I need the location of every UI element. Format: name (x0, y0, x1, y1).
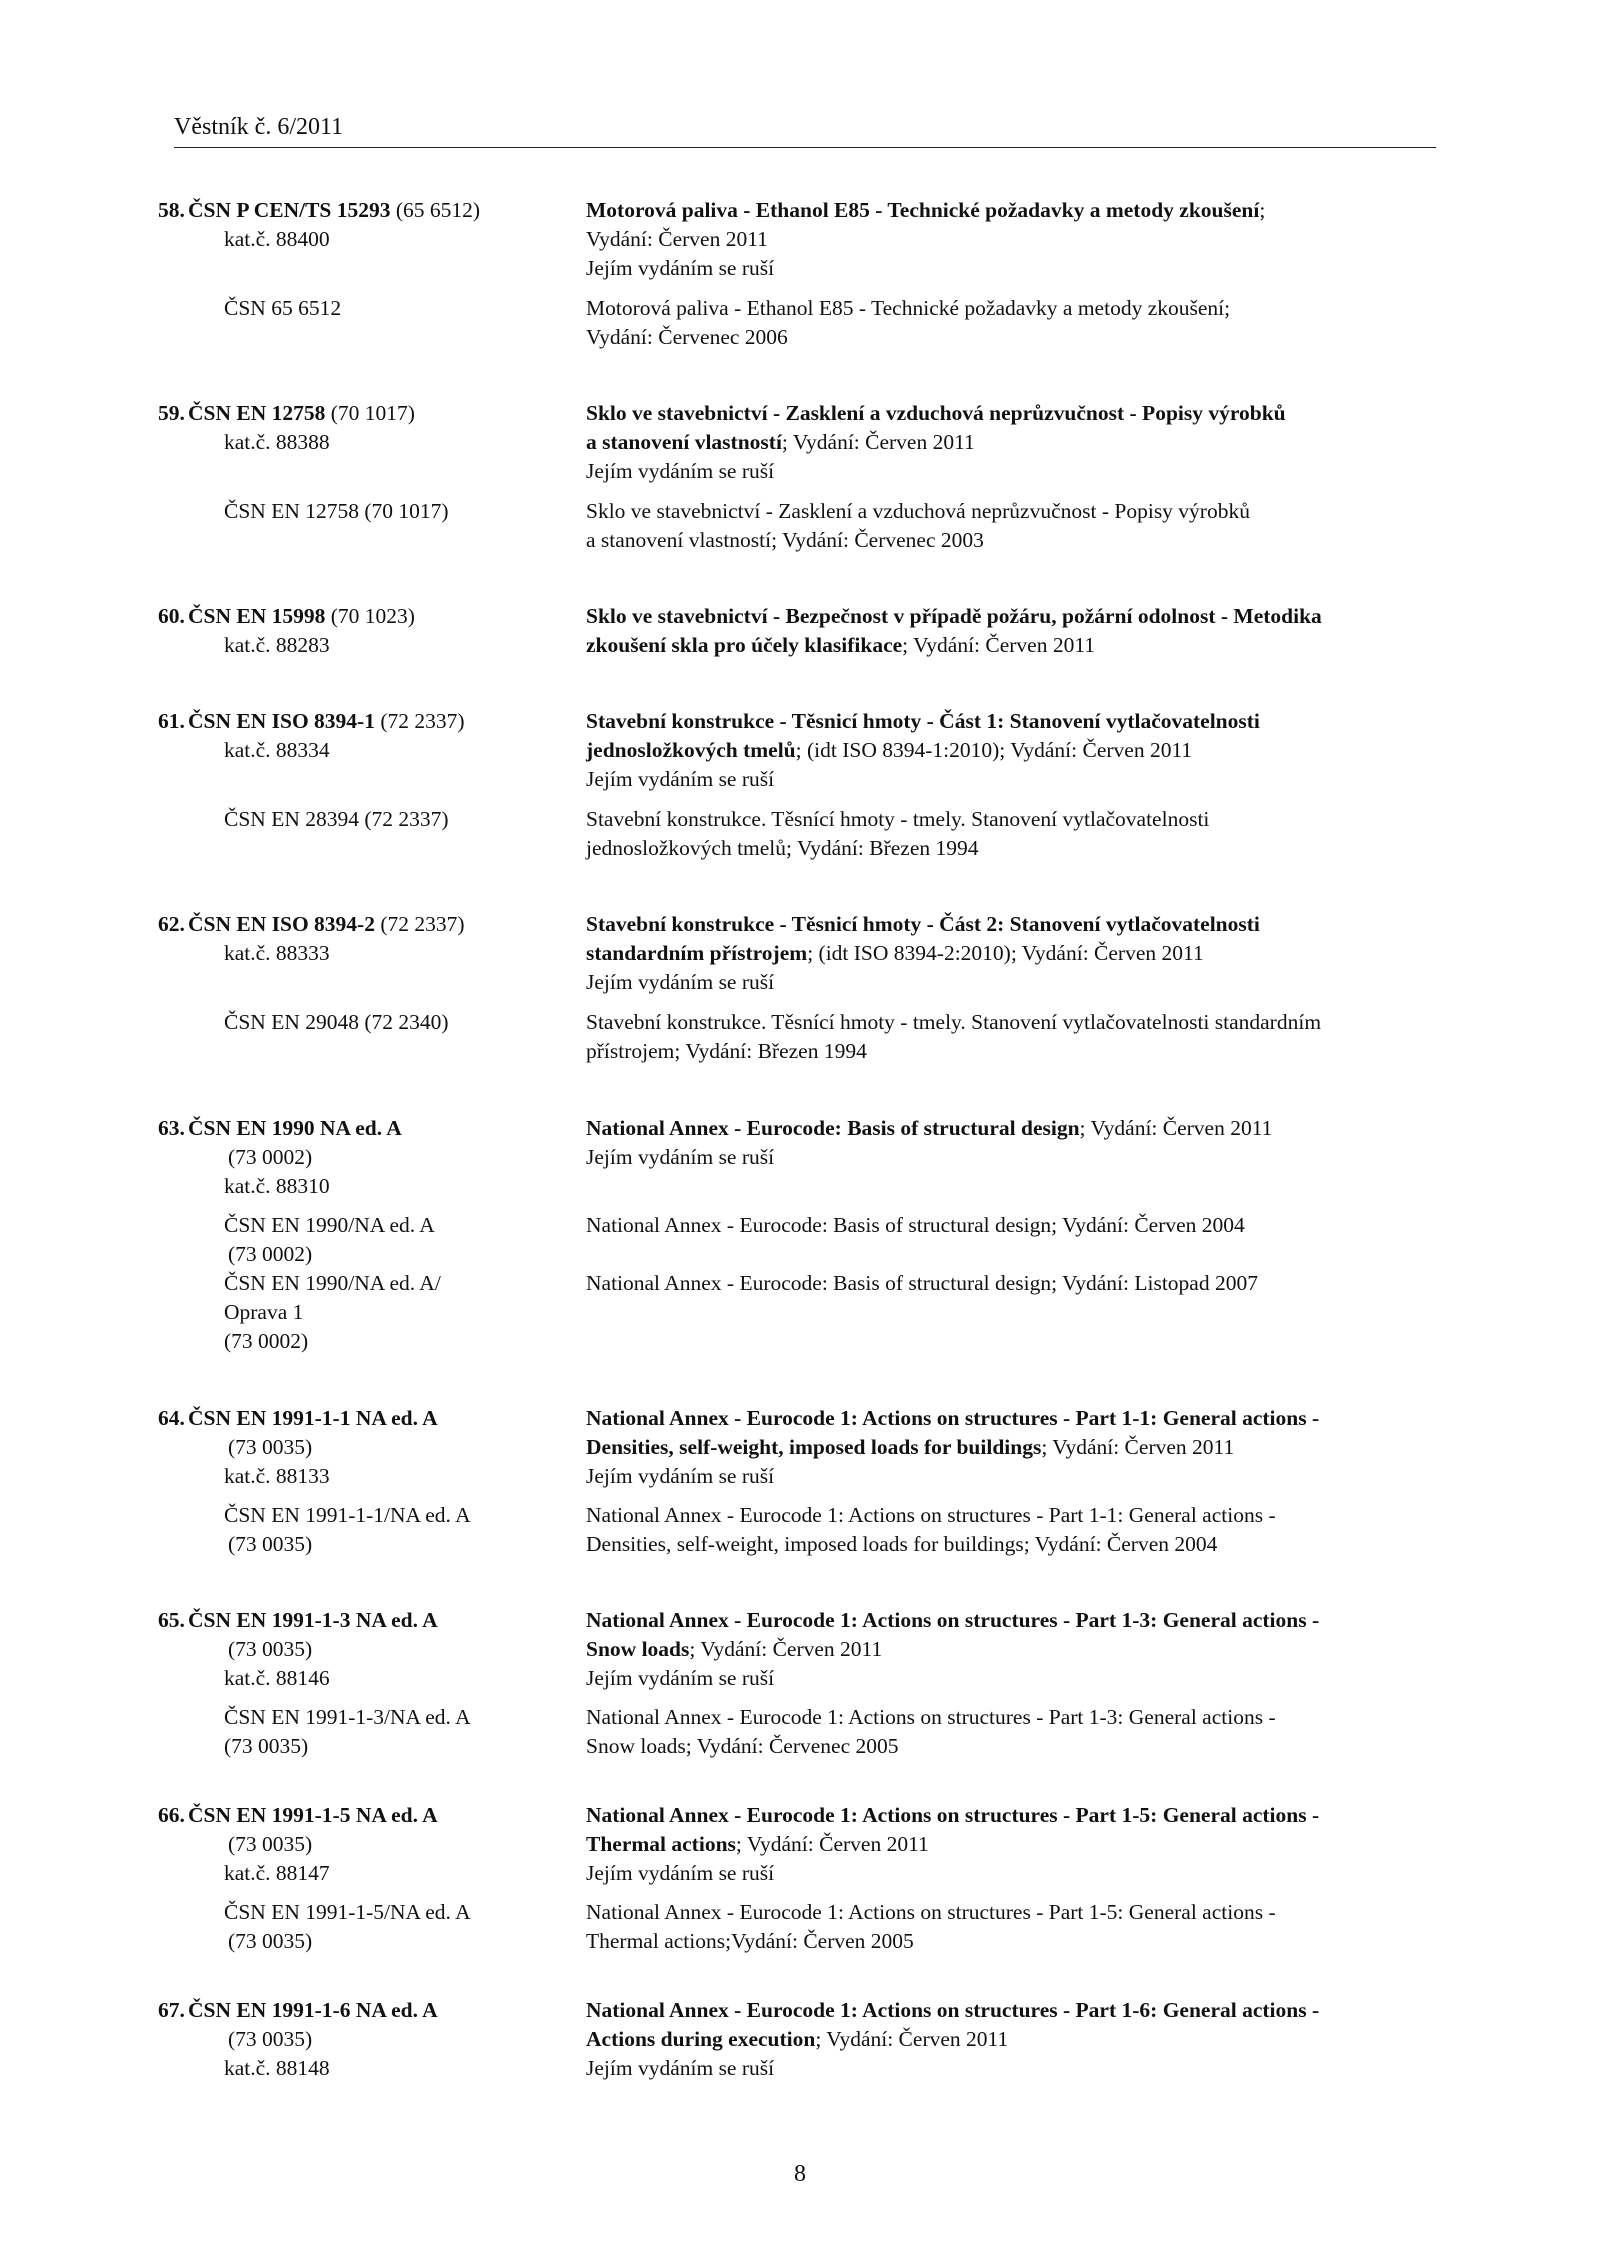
cancelled-title: Motorová paliva - Ethanol E85 - Technické požadavky a metody zkoušení; (586, 296, 1231, 320)
cancels-note: Jejím vydáním se ruší (586, 970, 775, 994)
entry-number: 61. (158, 709, 185, 733)
cancelled-title: National Annex - Eurocode 1: Actions on structures - Part 1-3: General actions - (586, 1705, 1276, 1729)
standard-code: (73 0002) (228, 1145, 313, 1169)
entry-number: 64. (158, 1406, 185, 1430)
cancelled-title: National Annex - Eurocode: Basis of structural design; Vydání: Červen 2004 (586, 1213, 1245, 1237)
cancelled-standard: ČSN EN 29048 (72 2340) (224, 1010, 449, 1034)
catalog-number: kat.č. 88147 (224, 1861, 330, 1885)
cancelled-standard: ČSN EN 12758 (70 1017) (224, 499, 449, 523)
standard-id: ČSN EN ISO 8394-2 (188, 912, 375, 936)
cancels-note: Jejím vydáním se ruší (586, 1464, 775, 1488)
cancelled-standard-code: (73 0002) (228, 1242, 313, 1266)
standard-code: (73 0035) (228, 1637, 313, 1661)
standard-id: ČSN EN 15998 (188, 604, 326, 628)
standard-id: ČSN EN 1991-1-1 NA ed. A (188, 1406, 438, 1430)
cancels-note: Jejím vydáním se ruší (586, 767, 775, 791)
issue-date: ; Vydání: Červen 2011 (689, 1637, 883, 1661)
issue-date: ; Vydání: Červen 2011 (735, 1832, 929, 1856)
cancelled-issue: Vydání: Červenec 2006 (586, 325, 788, 349)
cancelled-standard-2-code: (73 0002) (224, 1329, 309, 1353)
issue-date: ; Vydání: Červen 2011 (1079, 1116, 1273, 1140)
cancelled-standard-2: ČSN EN 1990/NA ed. A/ (224, 1271, 441, 1295)
standard-title: Sklo ve stavebnictví - Bezpečnost v případě požáru, požární odolnost - Metodika (586, 604, 1322, 628)
catalog-number: kat.č. 88388 (224, 430, 330, 454)
standard-id: ČSN EN 1991-1-3 NA ed. A (188, 1608, 438, 1632)
cancelled-title: National Annex - Eurocode 1: Actions on structures - Part 1-1: General actions - (586, 1503, 1276, 1527)
standard-title-cont: Densities, self-weight, imposed loads for buildings (586, 1435, 1042, 1459)
title-suffix: ; (1259, 198, 1266, 222)
cancelled-title: Sklo ve stavebnictví - Zasklení a vzduchová neprůzvučnost - Popisy výrobků (586, 499, 1250, 523)
issue-date: ; Vydání: Červen 2011 (815, 2027, 1009, 2051)
entry-number: 66. (158, 1803, 185, 1827)
cancelled-title: Stavební konstrukce. Těsnící hmoty - tmely. Stanovení vytlačovatelnosti standardním (586, 1010, 1322, 1034)
page-number: 8 (794, 2161, 806, 2187)
issue-date: ; Vydání: Červen 2011 (1041, 1435, 1235, 1459)
cancels-note: Jejím vydáním se ruší (586, 1861, 775, 1885)
standard-code: (70 1023) (325, 604, 415, 628)
cancelled-standard: ČSN EN 1991-1-5/NA ed. A (224, 1900, 471, 1924)
cancelled-issue: přístrojem; Vydání: Březen 1994 (586, 1039, 867, 1063)
cancels-note: Jejím vydáním se ruší (586, 256, 775, 280)
catalog-number: kat.č. 88148 (224, 2056, 330, 2080)
cancelled-issue: Densities, self-weight, imposed loads for buildings; Vydání: Červen 2004 (586, 1532, 1218, 1556)
standard-title-cont: zkoušení skla pro účely klasifikace (586, 633, 903, 657)
standard-title-cont: Thermal actions (586, 1832, 736, 1856)
cancels-note: Jejím vydáním se ruší (586, 2056, 775, 2080)
standard-title: National Annex - Eurocode 1: Actions on structures - Part 1-1: General actions - (586, 1406, 1320, 1430)
standard-id: ČSN P CEN/TS 15293 (188, 198, 391, 222)
journal-title: Věstník č. 6/2011 (174, 114, 344, 140)
standard-id: ČSN EN 12758 (188, 401, 326, 425)
catalog-number: kat.č. 88334 (224, 738, 330, 762)
standard-code: (73 0035) (228, 1832, 313, 1856)
standard-title: Stavební konstrukce - Těsnicí hmoty - Část 2: Stanovení vytlačovatelnosti (586, 912, 1260, 936)
issue-date: ; Vydání: Červen 2011 (781, 430, 975, 454)
standard-code: (72 2337) (374, 709, 465, 733)
cancels-note: Jejím vydáním se ruší (586, 1145, 775, 1169)
issue-date: ; (idt ISO 8394-1:2010); Vydání: Červen 2011 (795, 738, 1193, 762)
standard-title: National Annex - Eurocode: Basis of structural design (586, 1116, 1080, 1140)
catalog-number: kat.č. 88146 (224, 1666, 330, 1690)
standard-title-cont: a stanovení vlastností (586, 430, 782, 454)
cancelled-standard: ČSN 65 6512 (224, 296, 342, 320)
issue-date: ; Vydání: Červen 2011 (902, 633, 1096, 657)
cancelled-standard: ČSN EN 28394 (72 2337) (224, 807, 449, 831)
standard-title-cont: Snow loads (586, 1637, 690, 1661)
entry-number: 65. (158, 1608, 185, 1632)
standard-code: (73 0035) (228, 2027, 313, 2051)
standard-title: National Annex - Eurocode 1: Actions on structures - Part 1-5: General actions - (586, 1803, 1320, 1827)
catalog-number: kat.č. 88283 (224, 633, 330, 657)
cancelled-standard-code: (73 0035) (228, 1929, 313, 1953)
standard-title-cont: standardním přístrojem (586, 941, 808, 965)
standard-id: ČSN EN ISO 8394-1 (188, 709, 375, 733)
entry-number: 62. (158, 912, 185, 936)
cancels-note: Jejím vydáním se ruší (586, 1666, 775, 1690)
page-header (174, 112, 1436, 148)
entry-number: 60. (158, 604, 185, 628)
catalog-number: kat.č. 88133 (224, 1464, 330, 1488)
standard-title: Sklo ve stavebnictví - Zasklení a vzduchová neprůzvučnost - Popisy výrobků (586, 401, 1286, 425)
standard-title: Motorová paliva - Ethanol E85 - Technické požadavky a metody zkoušení (586, 198, 1260, 222)
cancelled-standard-2-correction: Oprava 1 (224, 1300, 304, 1324)
standard-title-cont: Actions during execution (586, 2027, 816, 2051)
entry-number: 63. (158, 1116, 185, 1140)
standard-code: (70 1017) (325, 401, 415, 425)
cancelled-issue: a stanovení vlastností; Vydání: Červenec 2003 (586, 528, 984, 552)
cancelled-standard-code: (73 0035) (228, 1532, 313, 1556)
standard-title: Stavební konstrukce - Těsnicí hmoty - Část 1: Stanovení vytlačovatelnosti (586, 709, 1260, 733)
catalog-number: kat.č. 88310 (224, 1174, 330, 1198)
cancelled-title: Stavební konstrukce. Těsnící hmoty - tmely. Stanovení vytlačovatelnosti (586, 807, 1210, 831)
standard-title: National Annex - Eurocode 1: Actions on structures - Part 1-3: General actions - (586, 1608, 1320, 1632)
entry-number: 59. (158, 401, 185, 425)
standard-code: (65 6512) (390, 198, 481, 222)
standard-title-cont: jednosložkových tmelů (586, 738, 796, 762)
cancelled-issue: jednosložkových tmelů; Vydání: Březen 1994 (586, 836, 979, 860)
catalog-number: kat.č. 88333 (224, 941, 330, 965)
catalog-number: kat.č. 88400 (224, 227, 330, 251)
cancelled-standard: ČSN EN 1990/NA ed. A (224, 1213, 435, 1237)
issue-date: ; (idt ISO 8394-2:2010); Vydání: Červen 2011 (807, 941, 1204, 965)
standard-id: ČSN EN 1991-1-5 NA ed. A (188, 1803, 438, 1827)
cancelled-title-2: National Annex - Eurocode: Basis of structural design; Vydání: Listopad 2007 (586, 1271, 1258, 1295)
cancels-note: Jejím vydáním se ruší (586, 459, 775, 483)
entry-number: 58. (158, 198, 185, 222)
cancelled-title: National Annex - Eurocode 1: Actions on structures - Part 1-5: General actions - (586, 1900, 1276, 1924)
cancelled-standard: ČSN EN 1991-1-3/NA ed. A (224, 1705, 471, 1729)
cancelled-issue: Snow loads; Vydání: Červenec 2005 (586, 1734, 899, 1758)
standard-id: ČSN EN 1990 NA ed. A (188, 1116, 402, 1140)
issue-date: Vydání: Červen 2011 (586, 227, 768, 251)
standard-title: National Annex - Eurocode 1: Actions on structures - Part 1-6: General actions - (586, 1998, 1320, 2022)
cancelled-issue: Thermal actions;Vydání: Červen 2005 (586, 1929, 914, 1953)
cancelled-standard: ČSN EN 1991-1-1/NA ed. A (224, 1503, 471, 1527)
entry-number: 67. (158, 1998, 185, 2022)
standard-id: ČSN EN 1991-1-6 NA ed. A (188, 1998, 438, 2022)
standard-code: (72 2337) (374, 912, 465, 936)
cancelled-standard-code: (73 0035) (224, 1734, 309, 1758)
standard-code: (73 0035) (228, 1435, 313, 1459)
